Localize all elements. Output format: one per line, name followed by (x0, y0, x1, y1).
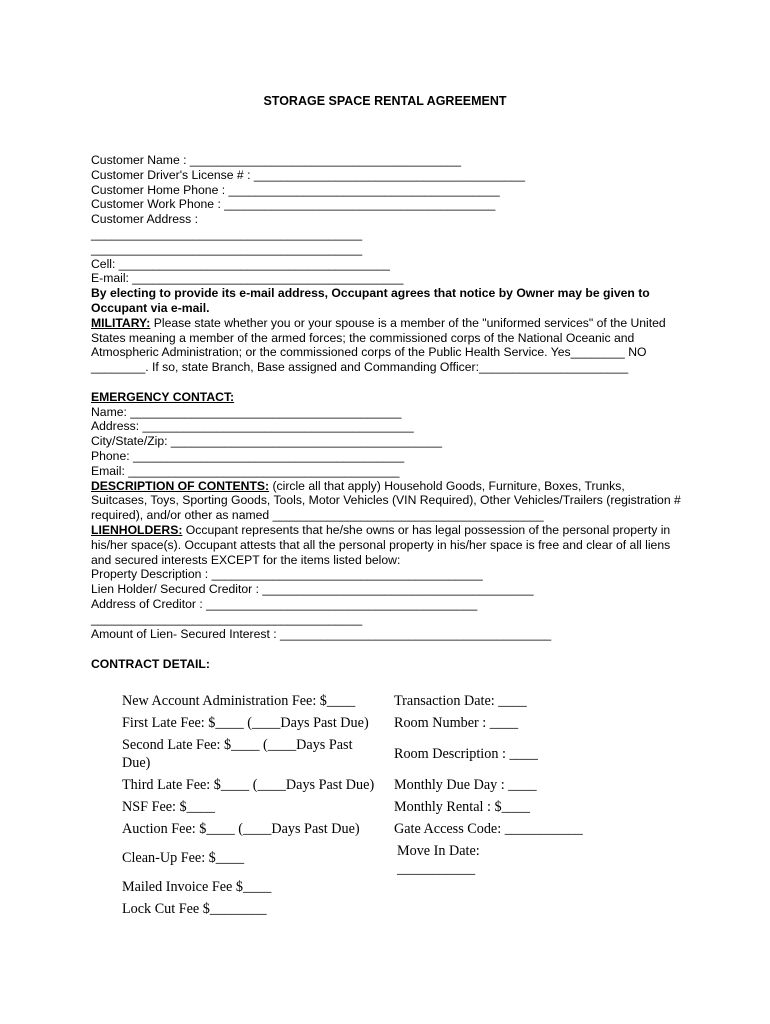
address-line-2[interactable]: ________________________________________ (91, 241, 363, 256)
room-number[interactable]: Room Number : ____ (394, 715, 519, 731)
clean-up-fee[interactable]: Clean-Up Fee: $____ (122, 850, 245, 866)
contents-text: (circle all that apply) Household Goods, Furniture, Boxes, Trunks, Suitcases, Toys, Sporting Goods, Tools, Motor Vehicles (VIN Required), Other Vehicles/Trailers (registration # required), and/or other as named ________________________________________ (91, 478, 685, 523)
contract-detail-heading: CONTRACT DETAIL: (91, 657, 210, 671)
move-in-date[interactable]: Move In Date: ___________ (397, 843, 480, 877)
customer-name-field[interactable]: Customer Name : ________________________________________ (91, 153, 462, 167)
property-description-field[interactable]: Property Description : ________________________________________ (91, 567, 483, 582)
room-description[interactable]: Room Description : ____ (394, 746, 538, 762)
email-field[interactable]: E-mail: ________________________________________ (91, 271, 404, 286)
third-late-fee[interactable]: Third Late Fee: $____ (____Days Past Due) (122, 777, 375, 793)
second-late-fee[interactable]: Second Late Fee: $____ (____Days Past Due) (122, 737, 353, 771)
address-line-1[interactable]: ________________________________________ (91, 226, 363, 241)
address-label: Customer Address : (91, 212, 199, 227)
customer-info-section (91, 153, 685, 641)
nsf-fee[interactable]: NSF Fee: $____ (122, 799, 216, 815)
new-account-fee[interactable]: New Account Administration Fee: $____ (122, 693, 356, 709)
work-phone-field[interactable]: Customer Work Phone : ________________________________________ (91, 197, 496, 212)
document-title: STORAGE SPACE RENTAL AGREEMENT (263, 94, 507, 108)
mailed-invoice-fee[interactable]: Mailed Invoice Fee $____ (122, 879, 272, 895)
cell-field[interactable]: Cell: ________________________________________ (91, 256, 390, 271)
ec-phone-field[interactable]: Phone: ________________________________________ (91, 448, 405, 463)
military-paragraph (91, 316, 681, 375)
lien-amount-field[interactable]: Amount of Lien- Secured Interest : ________________________________________ (91, 626, 552, 641)
lienholders-paragraph (91, 523, 681, 567)
lienholders-text: Occupant represents that he/she owns or has legal possession of the personal property in his/her space(s). Occupant attests that all the personal property in his/her space is free and clear of all liens and secured interests EXCEPT for the items listed below: (91, 522, 674, 567)
ec-city-field[interactable]: City/State/Zip: ________________________________________ (91, 434, 443, 449)
ec-name-field[interactable]: Name: ________________________________________ (91, 404, 402, 419)
contents-label: DESCRIPTION OF CONTENTS: (91, 478, 270, 493)
military-label: MILITARY: (91, 315, 151, 330)
monthly-due-day[interactable]: Monthly Due Day : ____ (394, 777, 537, 793)
home-phone-field[interactable]: Customer Home Phone : ________________________________________ (91, 182, 500, 197)
ec-address-field[interactable]: Address: ________________________________________ (91, 419, 414, 434)
auction-fee[interactable]: Auction Fee: $____ (____Days Past Due) (122, 821, 360, 837)
contents-paragraph (91, 478, 685, 523)
monthly-rental[interactable]: Monthly Rental : $____ (394, 799, 530, 815)
military-text: Please state whether you or your spouse is a member of the "uniformed services" of the United States meaning a member of the armed forces; the commissioned corps of the National Oceanic and Atmospheric Administration; or the commissioned corps of the Public Health Service. Yes________ NO ________. If so, state Branch, Base assigned and Commanding Officer:______________________ (91, 315, 670, 375)
ec-email-field[interactable]: Email: ________________________________________ (91, 463, 400, 478)
email-notice: By electing to provide its e-mail address, Occupant agrees that notice by Owner may be given to Occupant via e-mail. (91, 286, 654, 315)
lock-cut-fee[interactable]: Lock Cut Fee $________ (122, 901, 267, 917)
creditor-address-field[interactable]: Address of Creditor : ________________________________________ (91, 596, 478, 611)
transaction-date[interactable]: Transaction Date: ____ (394, 693, 527, 709)
lienholders-label: LIENHOLDERS: (91, 522, 183, 537)
gate-access-code[interactable]: Gate Access Code: ___________ (394, 821, 583, 837)
drivers-license-field[interactable]: Customer Driver's License # : ________________________________________ (91, 167, 525, 182)
emergency-contact-heading: EMERGENCY CONTACT: (91, 389, 235, 404)
first-late-fee[interactable]: First Late Fee: $____ (____Days Past Due) (122, 715, 369, 731)
lien-holder-field[interactable]: Lien Holder/ Secured Creditor : ________________________________________ (91, 582, 534, 597)
creditor-address-line-2[interactable]: ________________________________________ (91, 611, 363, 626)
